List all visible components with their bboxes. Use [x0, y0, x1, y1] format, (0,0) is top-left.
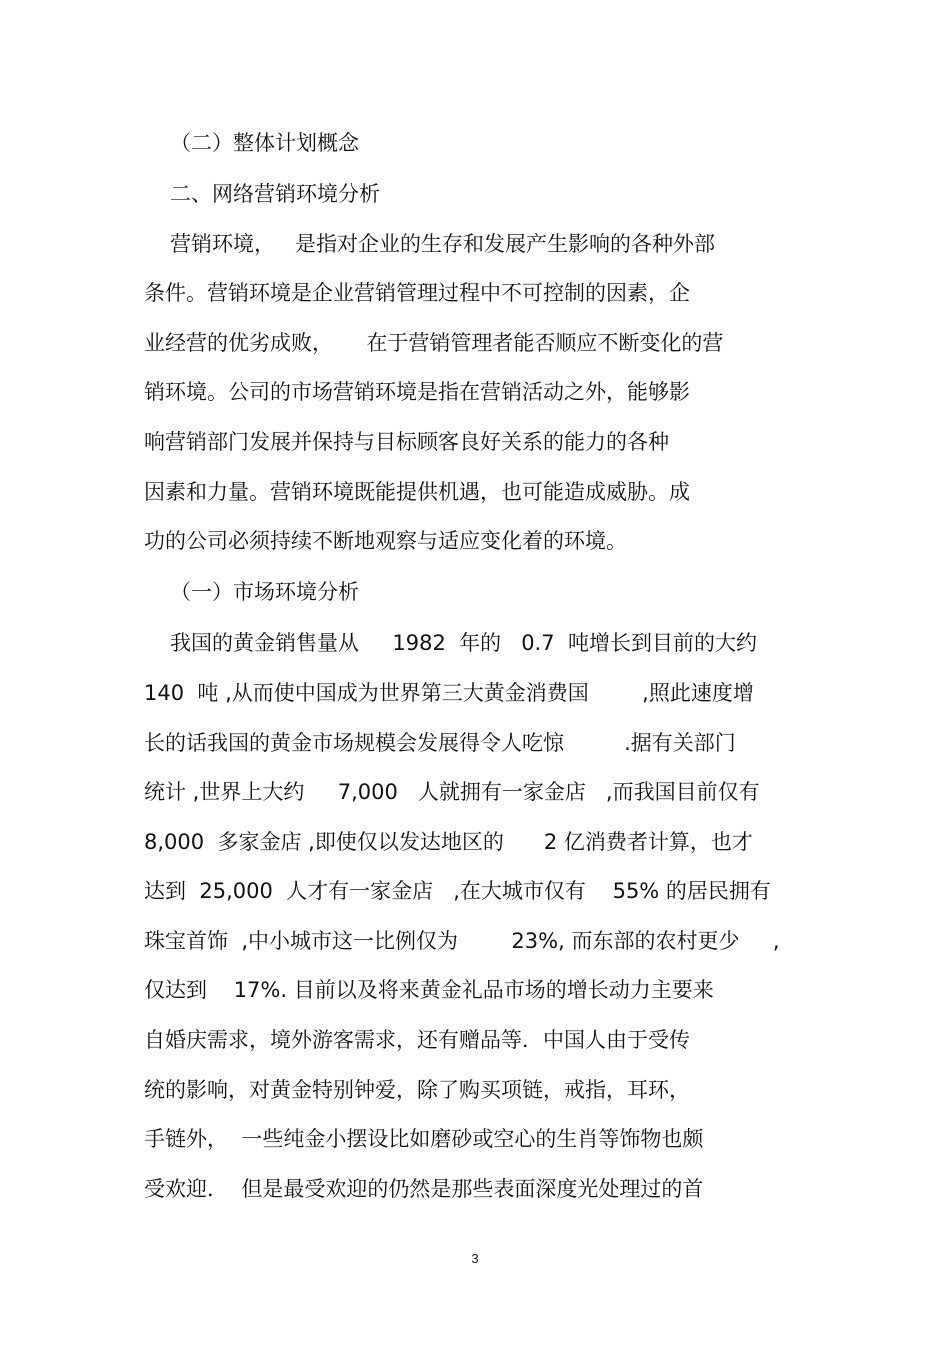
paragraph-line: 自婚庆需求，境外游客需求，还有赠品等．中国人由于受传 [144, 1028, 690, 1052]
paragraph-line: 受欢迎． 但是最受欢迎的仍然是那些表面深度光处理过的首 [144, 1177, 704, 1201]
paragraph-line: 业经营的优劣成败， 在于营销管理者能否顺应不断变化的营 [144, 331, 724, 355]
paragraph-line: 营销环境， 是指对企业的生存和发展产生影响的各种外部 [170, 232, 716, 256]
paragraph-line: 仅达到 17%. 目前以及将来黄金礼品市场的增长动力主要来 [144, 978, 714, 1002]
paragraph-line: 长的话我国的黄金市场规模会发展得令人吃惊 .据有关部门 [144, 731, 736, 755]
paragraph-line: 手链外， 一些纯金小摆设比如磨砂或空心的生肖等饰物也颇 [144, 1127, 704, 1151]
paragraph-line: 珠宝首饰 ,中小城市这一比例仅为 23%, 而东部的农村更少 , [144, 929, 780, 953]
paragraph-line: 因素和力量。营销环境既能提供机遇，也可能造成威胁。成 [144, 480, 690, 504]
paragraph-line: 达到 25,000 人才有一家金店 ,在大城市仅有 55% 的居民拥有 [144, 879, 771, 903]
paragraph-line: 统计 ,世界上大约 7,000 人就拥有一家金店 ,而我国目前仅有 [144, 780, 760, 804]
paragraph-line: 功的公司必须持续不断地观察与适应变化着的环境。 [144, 529, 627, 553]
page-number: 3 [471, 1251, 479, 1266]
paragraph-line: 140 吨 ,从而使中国成为世界第三大黄金消费国 ,照此速度增 [144, 681, 754, 705]
subsection-heading-market-environment: （一）市场环境分析 [170, 580, 359, 604]
paragraph-line: 销环境。公司的市场营销环境是指在营销活动之外，能够影 [144, 380, 690, 404]
paragraph-line: 条件。营销环境是企业营销管理过程中不可控制的因素，企 [144, 281, 690, 305]
paragraph-line: 统的影响，对黄金特别钟爱，除了购买项链，戒指，耳环， [144, 1078, 690, 1102]
paragraph-line: 8,000 多家金店 ,即使仅以发达地区的 2 亿消费者计算，也才 [144, 830, 753, 854]
paragraph-line: 我国的黄金销售量从 1982 年的 0.7 吨增长到目前的大约 [170, 631, 757, 655]
subsection-heading-overall-plan: （二）整体计划概念 [170, 131, 359, 155]
paragraph-line: 响营销部门发展并保持与目标顾客良好关系的能力的各种 [144, 430, 669, 454]
section-heading-network-marketing-environment: 二、网络营销环境分析 [170, 182, 380, 206]
